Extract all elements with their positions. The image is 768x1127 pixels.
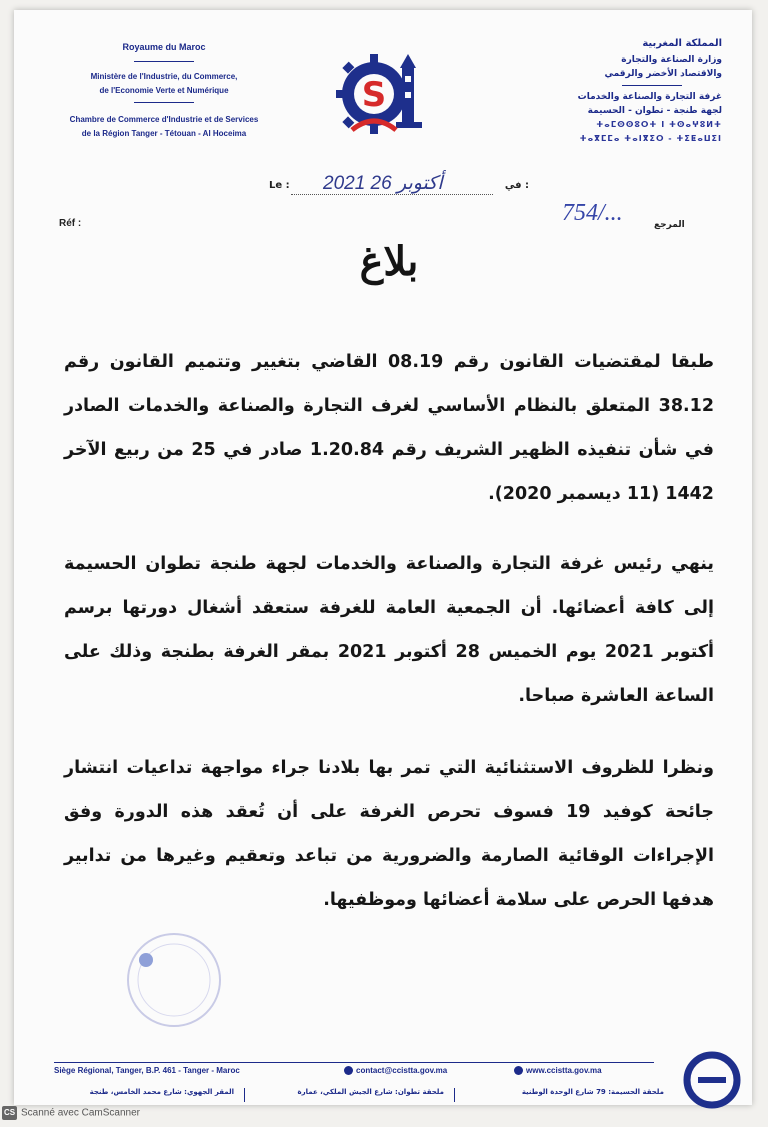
gear-lighthouse-logo-icon	[332, 42, 428, 138]
footer-office-2: ملحقة تطوان: شارع الجيش الملكي، عمارة	[297, 1088, 444, 1096]
email-icon	[344, 1066, 353, 1075]
footer-office-3: المقر الجهوي: شارع محمد الخامس، طنجة	[89, 1088, 234, 1096]
kingdom-fr: Royaume du Maroc	[122, 42, 206, 52]
divider	[454, 1088, 455, 1102]
ccis-logo-icon	[682, 1050, 742, 1110]
ministry-fr-line2: de l'Economie Verte et Numérique	[99, 86, 229, 95]
camscanner-icon: CS	[2, 1106, 17, 1120]
paragraph-covid-measures: ونظرا للظروف الاستثنائية التي تمر بها بلادنا جراء مواجهة تداعيات انتشار جائحة كوفيد 19 فسوف تحرص الغرفة على أن تُعقد هذه الدورة وفق الإجراءات الوقائية الصارمة والضرورية من تباعد وتعقيم وغيرها من تدابير هدفها الحرص على سلامة أعضائها وموظفيها.	[64, 758, 714, 910]
globe-icon	[514, 1066, 523, 1075]
footer-website[interactable]: www.ccistta.gov.ma	[526, 1066, 602, 1075]
ministry-fr-line1: Ministère de l'Industrie, du Commerce,	[90, 72, 238, 81]
divider	[622, 85, 682, 86]
header-french	[54, 42, 274, 141]
paragraph-legal-basis: طبقا لمقتضيات القانون رقم 08.19 القاضي بتغيير وتتميم القانون رقم 38.12 المتعلق بالنظام الأساسي لغرف التجارة والصناعة والخدمات الصادر في شأن تنفيذه الظهير الشريف رقم 1.20.84 صادر في 25 من ربيع الآخر 1442 (11 ديسمبر 2020).	[64, 352, 714, 504]
document-title: بلاغ	[359, 238, 419, 285]
reference-label-ar: المرجع	[654, 220, 685, 230]
date-label-fr: Le :	[269, 180, 290, 191]
date-label-ar: في :	[504, 180, 529, 191]
date-value: 2021 أكتوبر 26	[323, 173, 443, 194]
stamp-icon	[124, 930, 224, 1030]
chamber-fr-line2: de la Région Tanger - Tétouan - Al Hoceima	[81, 129, 247, 138]
divider	[134, 102, 194, 103]
reference-value: 754/...	[562, 200, 623, 226]
header-arabic	[502, 38, 722, 146]
ministry-ar-line1: وزارة الصناعة والتجارة	[621, 55, 722, 65]
svg-text:S: S	[361, 75, 387, 115]
tifinagh-line2: ⵜⴰⴳⵎⵎⴰ ⵜⴰⵏⴳⵉⵔ - ⵜⵉⵟⴰⵡⵉⵏ	[579, 134, 722, 143]
footer-divider	[54, 1062, 654, 1063]
chamber-fr-line1: Chambre de Commerce d'Industrie et de Services	[69, 115, 259, 124]
ministry-ar-line2: والاقتصاد الأخضر والرقمي	[604, 69, 722, 79]
tifinagh-line1: ⵜⴰⵎⵙⵙⵓⵔⵜ ⵏ ⵜⵙⴰⵖⵓⵍⵜ	[596, 120, 722, 129]
ccis-logo	[682, 1050, 742, 1110]
camscanner-watermark	[2, 1106, 140, 1124]
reference-label-fr: Réf :	[59, 218, 82, 229]
footer-contacts	[54, 1066, 674, 1082]
footer-address: Siège Régional, Tanger, B.P. 461 - Tanger - Maroc	[54, 1066, 240, 1075]
letter-page	[14, 10, 752, 1105]
paragraph-announcement: ينهي رئيس غرفة التجارة والصناعة والخدمات لجهة طنجة تطوان الحسيمة إلى كافة أعضائها. أن الجمعية العامة للغرفة ستعقد أشغال دورتها برسم أكتوبر 2021 يوم الخميس 28 أكتوبر 2021 بمقر الغرفة بطنجة وذلك على الساعة العاشرة صباحا.	[64, 554, 715, 706]
footer-office-1: ملحقة الحسيمة: 79 شارع الوحدة الوطنية	[521, 1088, 664, 1096]
divider	[244, 1088, 245, 1102]
chamber-ar-line1: غرفة التجارة والصناعة والخدمات	[577, 92, 722, 102]
footer-offices	[54, 1088, 674, 1102]
camscanner-text: Scanné avec CamScanner	[21, 1107, 140, 1119]
footer-email[interactable]: contact@ccistta.gov.ma	[356, 1066, 448, 1075]
date-row	[269, 173, 529, 200]
kingdom-ar: المملكة المغربية	[642, 38, 722, 49]
divider	[134, 61, 194, 62]
official-stamp	[124, 930, 224, 1030]
chamber-logo	[332, 42, 428, 138]
chamber-ar-line2: لجهة طنجة - تطوان - الحسيمة	[587, 106, 722, 116]
